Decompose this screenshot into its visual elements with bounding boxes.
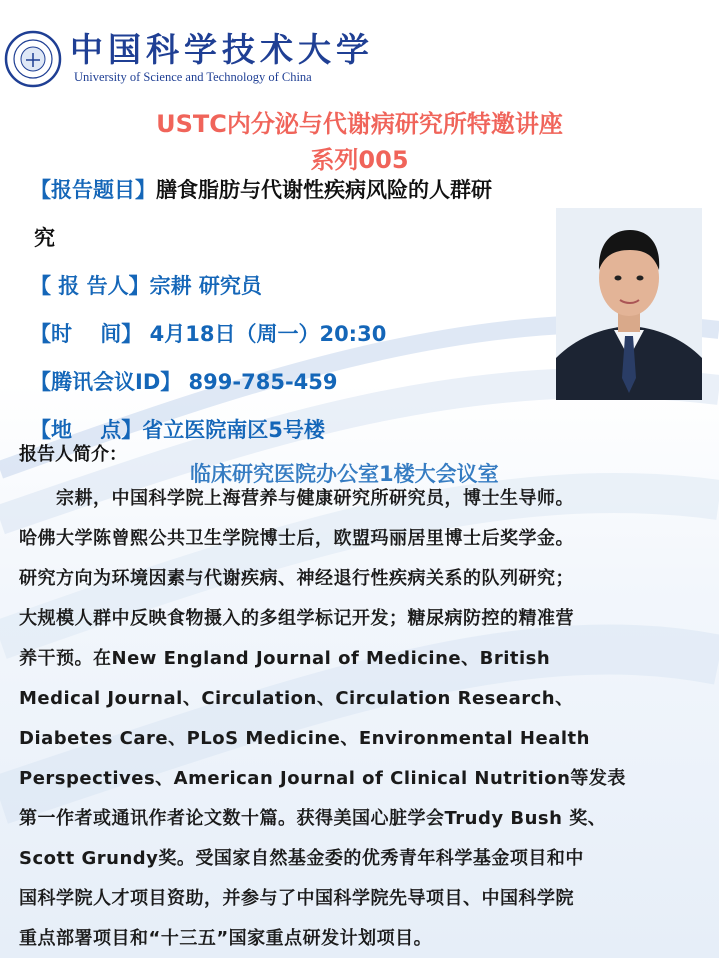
- meeting-id-row: 【腾讯会议ID】 899-785-459: [30, 370, 338, 394]
- university-seal-icon: [4, 30, 62, 88]
- speaker-row: 【 报 告人】宗耕 研究员: [30, 274, 262, 298]
- university-name-en: University of Science and Technology of China: [74, 70, 312, 84]
- bio-line: 第一作者或通讯作者论文数十篇。获得美国心脏学会Trudy Bush 奖、: [19, 808, 607, 829]
- bio-line: Scott Grundy奖。受国家自然基金委的优秀青年科学基金项目和中: [19, 848, 584, 869]
- speaker-portrait-icon: [556, 208, 702, 400]
- bio-title: 报告人简介：: [19, 444, 127, 465]
- lecture-title-line2: 系列005: [310, 146, 409, 174]
- bio-line: 大规模人群中反映食物摄入的多组学标记开发；糖尿病防控的精准营: [19, 608, 574, 629]
- time-row: 【时 间】 4月18日（周一）20:30: [30, 322, 387, 346]
- bio-line: 哈佛大学陈曾熙公共卫生学院博士后，欧盟玛丽居里博士后奖学金。: [19, 528, 574, 549]
- topic-text-line2: 究: [34, 226, 55, 250]
- bio-line: 国科学院人才项目资助，并参与了中国科学院先导项目、中国科学院: [19, 888, 574, 909]
- bio-line: 宗耕，中国科学院上海营养与健康研究所研究员，博士生导师。: [19, 488, 574, 509]
- topic-text: 膳食脂肪与代谢性疾病风险的人群研: [156, 178, 492, 202]
- bio-line: Medical Journal、Circulation、Circulation Research、: [19, 688, 574, 709]
- location-row: 【地 点】省立医院南区5号楼: [30, 418, 325, 442]
- bio-line: 养干预。在New England Journal of Medicine、British: [19, 648, 551, 669]
- bio-line: 重点部署项目和“十三五”国家重点研发计划项目。: [19, 928, 433, 949]
- topic-row: [30, 174, 492, 204]
- bio-line: Perspectives、American Journal of Clinical Nutrition等发表: [19, 768, 626, 789]
- location-row-2: 临床研究医院办公室1楼大会议室: [190, 462, 499, 486]
- speaker-photo: [556, 208, 702, 400]
- bio-line: Diabetes Care、PLoS Medicine、Environmental Health: [19, 728, 590, 749]
- university-name-cn: 中国科学技术大学: [70, 30, 374, 69]
- bio-line: 研究方向为环境因素与代谢疾病、神经退行性疾病关系的队列研究；: [19, 568, 574, 589]
- lecture-title-line1: USTC内分泌与代谢病研究所特邀讲座: [156, 110, 563, 138]
- topic-label: 【报告题目】: [30, 178, 156, 202]
